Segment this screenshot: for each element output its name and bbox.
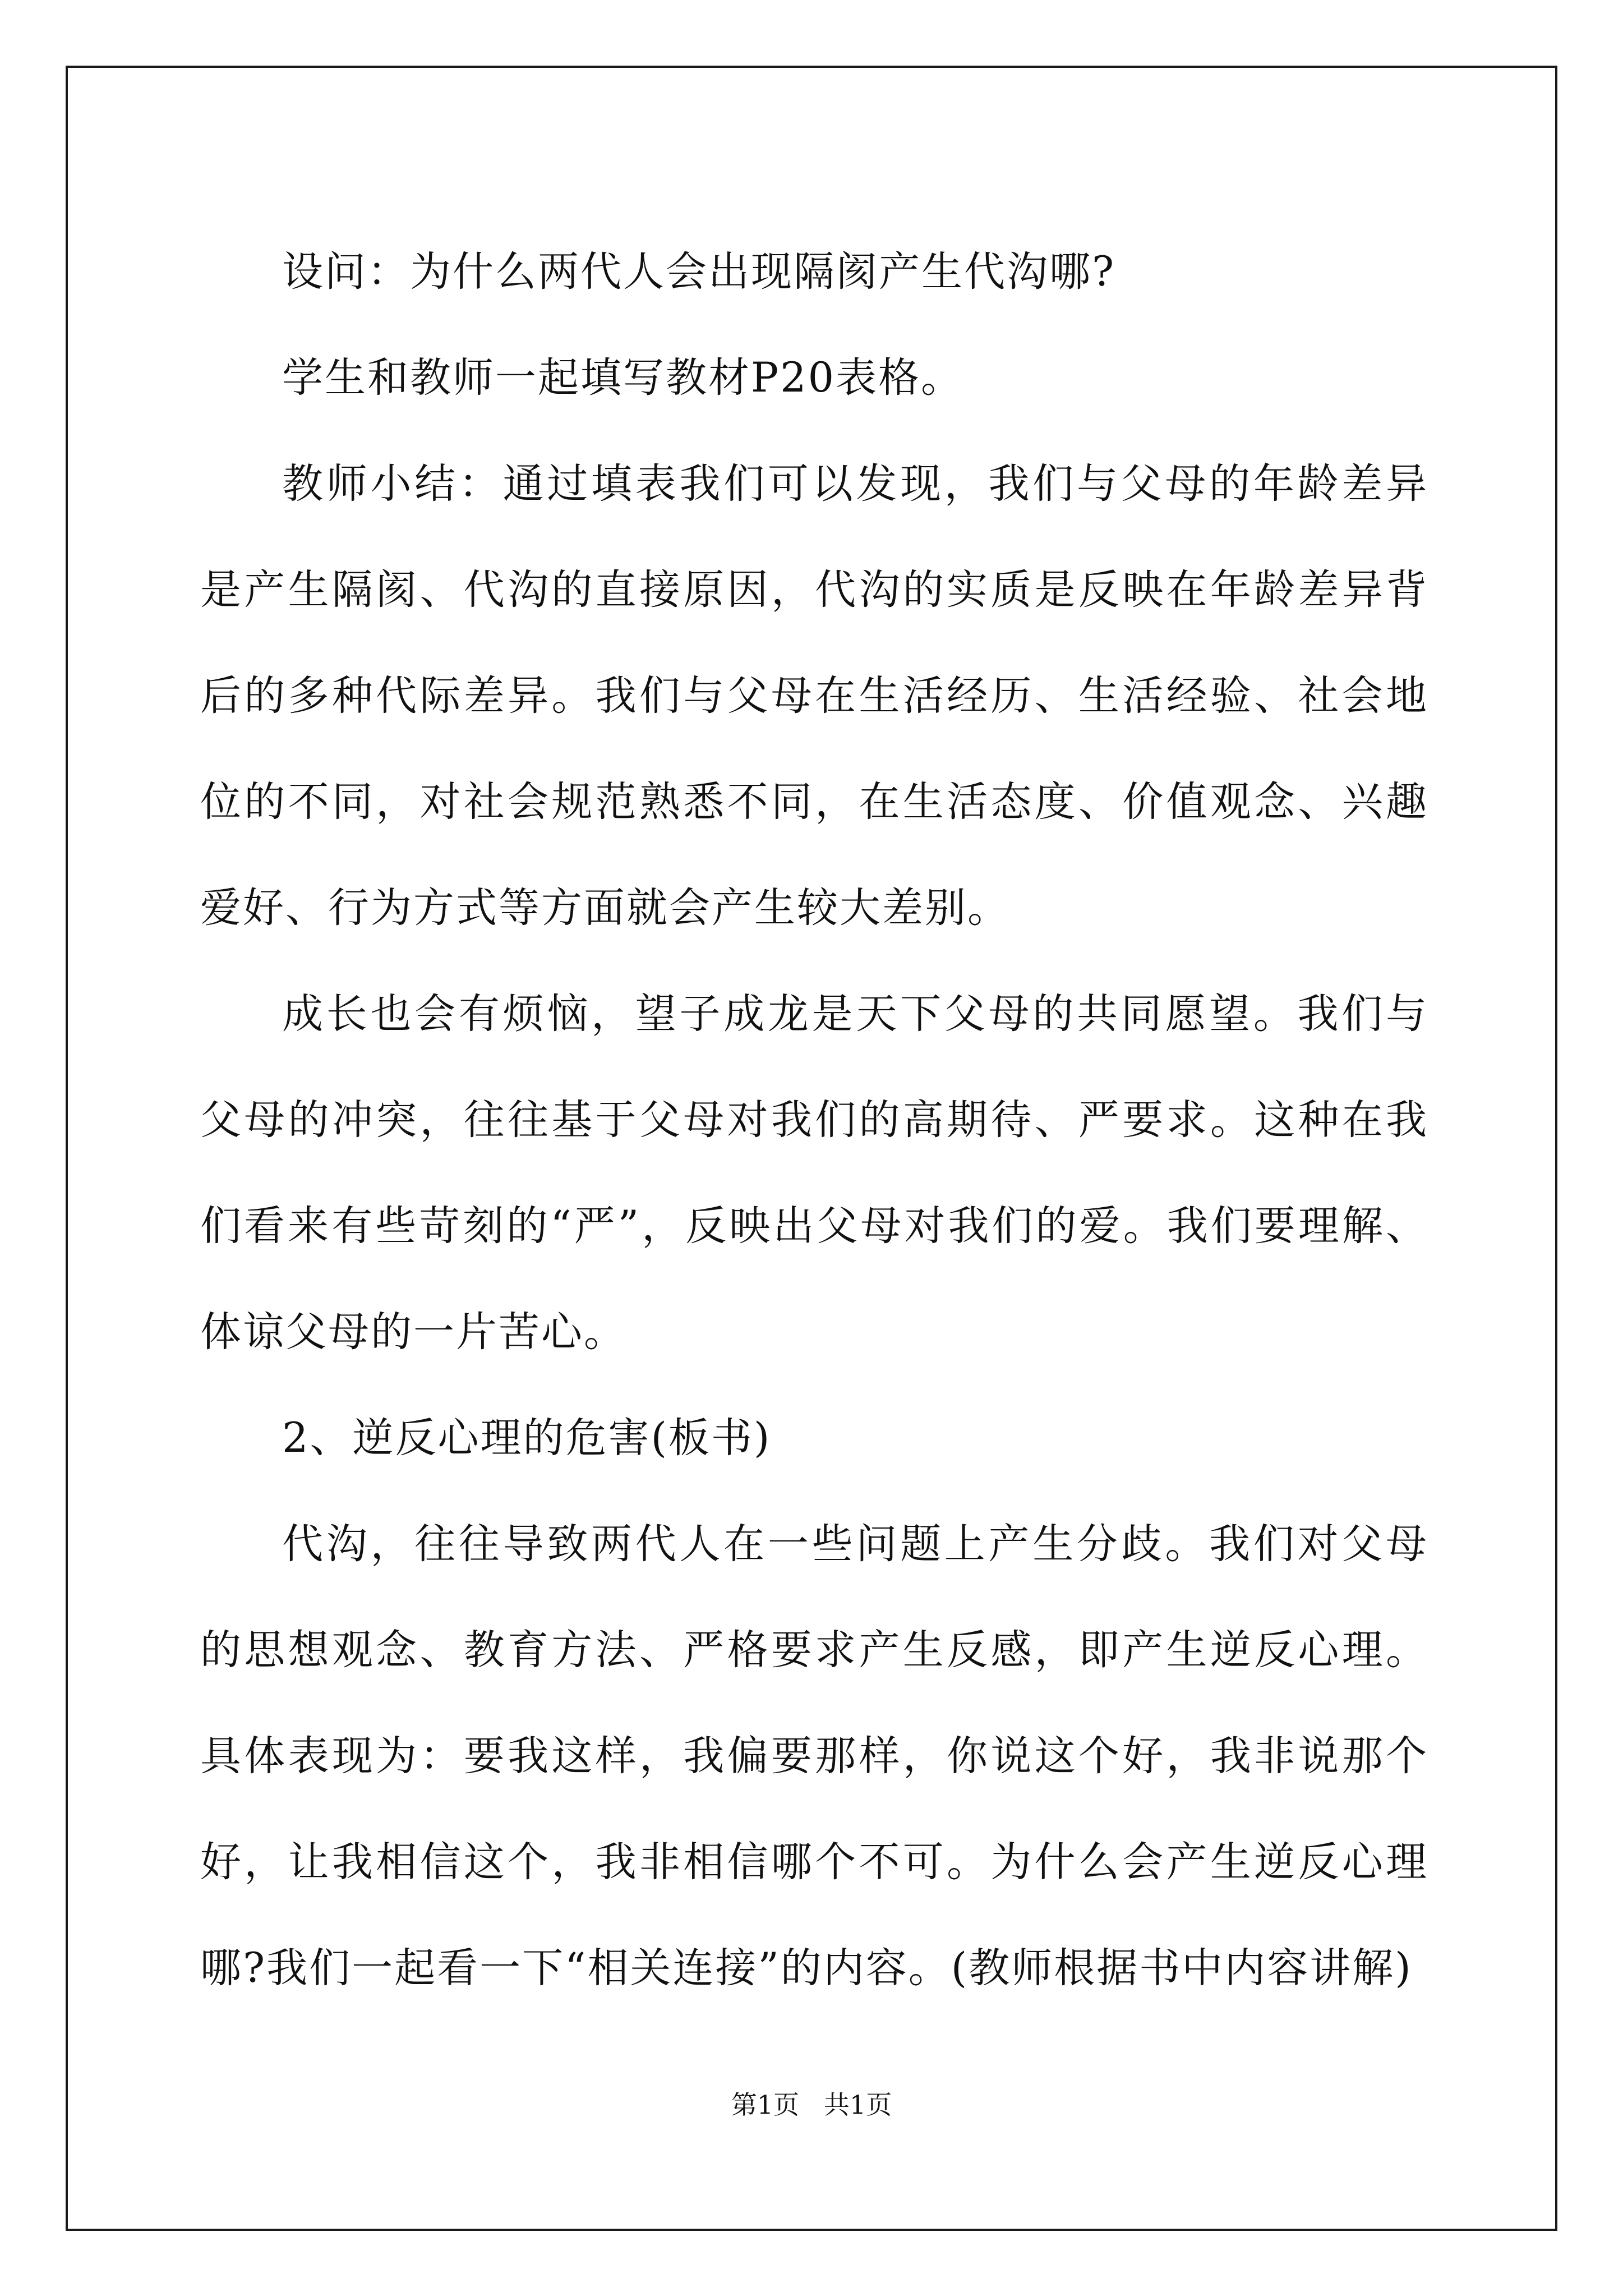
section-heading: 2、逆反心理的危害(板书) bbox=[282, 1414, 772, 1462]
paragraph-rebellious-psychology: 代沟，往往导致两代人在一些问题上产生分歧。我们对父母的思想观念、教育方法、严格要求产生反感，即产生逆反心理。具体表现为：要我这样，我偏要那样，你说这个好，我非说那个好，让我相信这个，我非相信哪个不可。为什么会产生逆反心理哪?我们一起看一下“相关连接”的内容。(教师根据书中内容讲解) bbox=[200, 1520, 1428, 1992]
paragraph-growth-worries: 成长也会有烦恼，望子成龙是天下父母的共同愿望。我们与父母的冲突，往往基于父母对我们的高期待、严要求。这种在我们看来有些苛刻的“严”，反映出父母对我们的爱。我们要理解、体谅父母的一片苦心。 bbox=[200, 990, 1428, 1356]
paragraph-question: 设问：为什么两代人会出现隔阂产生代沟哪? bbox=[282, 248, 1116, 296]
page-footer: 第1页 共1页 bbox=[731, 2090, 892, 2120]
document-body bbox=[200, 219, 1428, 2021]
paragraph-teacher-summary: 教师小结：通过填表我们可以发现，我们与父母的年龄差异是产生隔阂、代沟的直接原因，代沟的实质是反映在年龄差异背后的多种代际差异。我们与父母在生活经历、生活经验、社会地位的不同，对社会规范熟悉不同，在生活态度、价值观念、兴趣爱好、行为方式等方面就会产生较大差别。 bbox=[200, 460, 1428, 932]
paragraph-activity: 学生和教师一起填写教材P20表格。 bbox=[282, 354, 964, 402]
